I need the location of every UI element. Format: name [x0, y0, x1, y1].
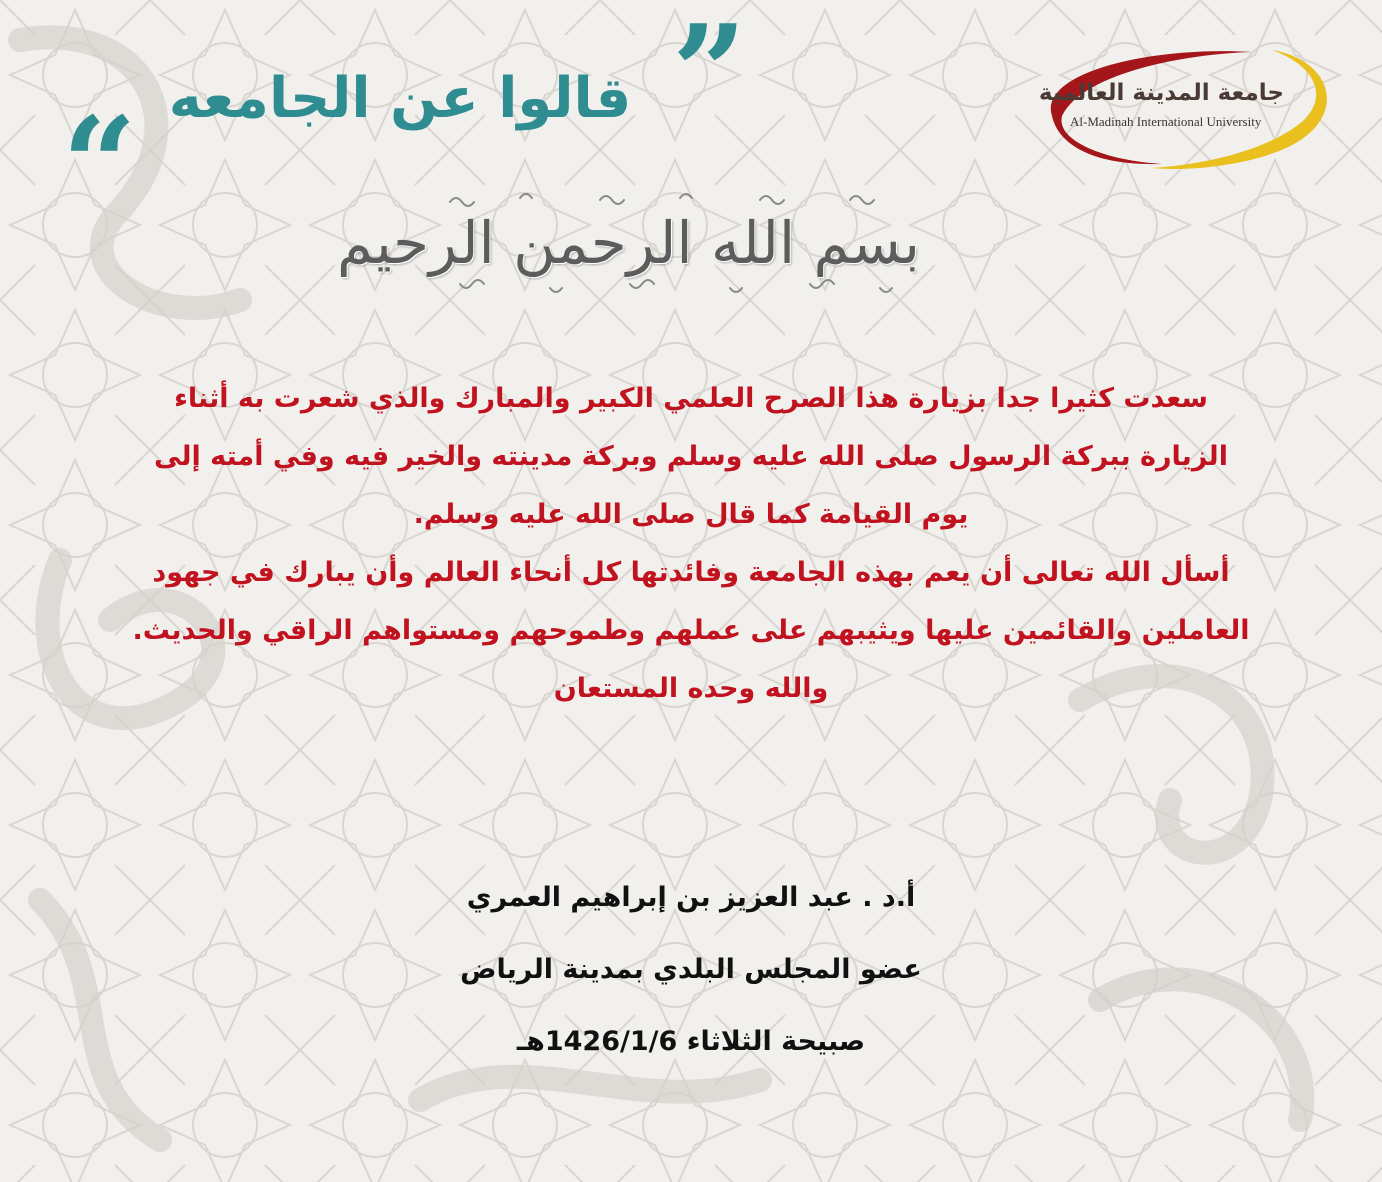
testimonial-line: يوم القيامة كما قال صلى الله عليه وسلم.	[413, 499, 969, 530]
basmala-text: بسم الله الرحمن الرحيم	[337, 209, 920, 277]
close-quote-icon: “	[62, 88, 137, 241]
testimonial-line: سعدت كثيرا جدا بزيارة هذا الصرح العلمي الكبير والمبارك والذي شعرت به أثناء	[174, 383, 1208, 414]
testimonial-line: الزيارة ببركة الرسول صلى الله عليه وسلم وبركة مدينته والخير فيه وفي أمته إلى	[154, 441, 1228, 472]
open-quote-icon: ”	[672, 0, 747, 149]
testimonial-text	[35, 370, 1347, 718]
testimonial-line: أسأل الله تعالى أن يعم بهذه الجامعة وفائدتها كل أنحاء العالم وأن يبارك في جهود	[152, 557, 1230, 588]
signature-date: صبيحة الثلاثاء 1426/1/6هـ	[516, 1026, 866, 1057]
testimonial-line: العاملين والقائمين عليها ويثيبهم على عملهم وطموحهم ومستواهم الراقي والحديث.	[132, 615, 1250, 646]
logo-name-arabic: جامعة المدينة العالمية	[1038, 80, 1284, 106]
signature-role: عضو المجلس البلدي بمدينة الرياض	[460, 954, 922, 985]
signature-name: أ.د . عبد العزيز بن إبراهيم العمري	[466, 882, 916, 913]
calligraphy-flourish-icon	[337, 188, 920, 298]
signature-block	[300, 862, 1082, 1078]
university-logo	[1032, 44, 1342, 174]
page-title: قالوا عن الجامعه	[168, 66, 632, 131]
testimonial-line: والله وحده المستعان	[553, 673, 829, 704]
logo-name-english: Al-Madinah International University	[1070, 114, 1262, 129]
basmala-calligraphy	[337, 188, 920, 298]
logo-swoosh-icon	[1032, 44, 1342, 174]
